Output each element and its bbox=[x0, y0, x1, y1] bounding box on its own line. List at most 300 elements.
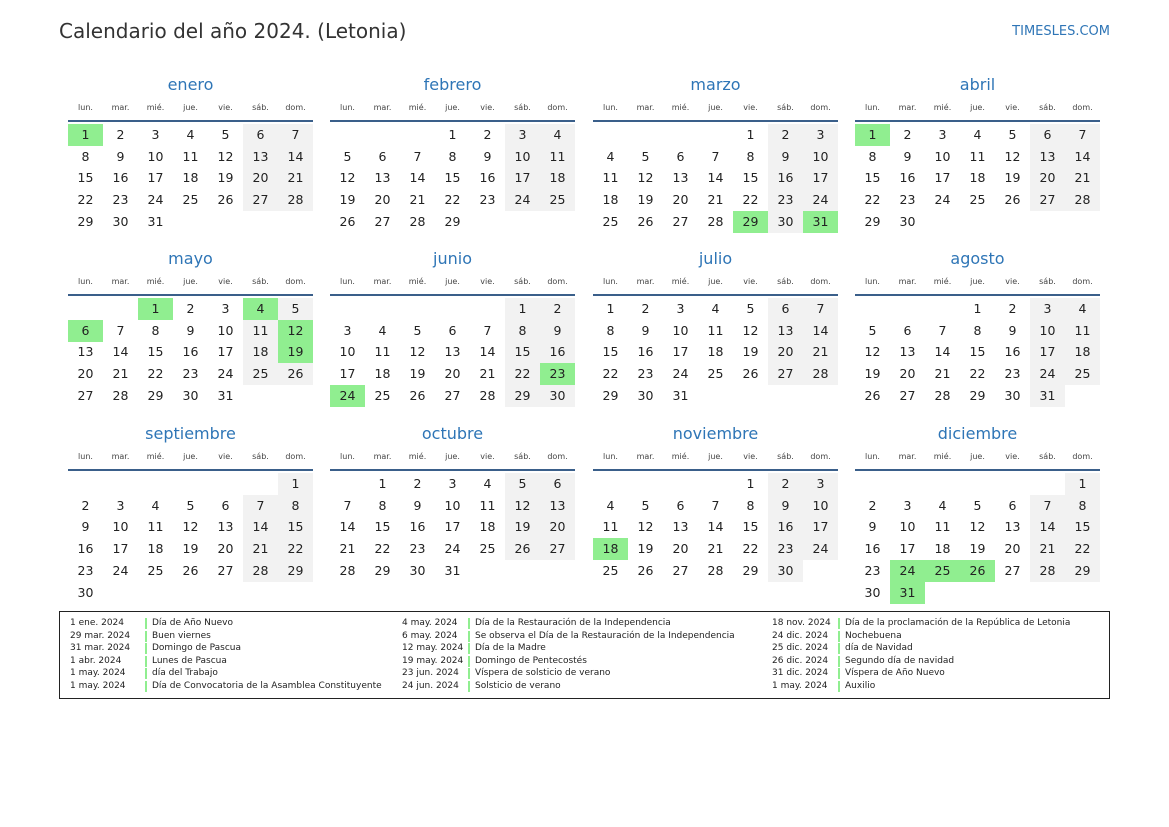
day-cell: 14 bbox=[803, 320, 838, 342]
day-cell: 2 bbox=[641, 301, 650, 316]
weekday-label: sáb. bbox=[1039, 103, 1056, 112]
holiday-date: 6 may. 2024 bbox=[402, 630, 458, 641]
day-cell: 5 bbox=[641, 497, 650, 513]
day-cell: 21 bbox=[707, 192, 724, 208]
weekday-label: dom. bbox=[1072, 103, 1093, 112]
day-cell: 7 bbox=[243, 495, 278, 517]
holiday-day-cell: 1 bbox=[855, 124, 890, 146]
day-cell: 2 bbox=[1008, 301, 1017, 316]
day-cell: 1 bbox=[973, 301, 982, 316]
day-cell: 8 bbox=[746, 497, 755, 513]
holiday-day-cell: 12 bbox=[278, 320, 313, 342]
day-cell: 6 bbox=[1030, 124, 1065, 146]
weekday-label: jue. bbox=[708, 277, 723, 286]
day-cell: 1 bbox=[606, 301, 615, 316]
day-grid bbox=[68, 298, 313, 418]
weekday-label: sáb. bbox=[1039, 452, 1056, 461]
month-marzo bbox=[593, 75, 838, 245]
day-cell: 29 bbox=[602, 387, 619, 403]
holiday-day-cell: 6 bbox=[68, 320, 103, 342]
day-cell: 30 bbox=[768, 211, 803, 233]
weekday-label: lun. bbox=[78, 103, 93, 112]
holiday-day-cell: 26 bbox=[960, 560, 995, 582]
weekday-label: mié. bbox=[408, 103, 427, 112]
holiday-date: 31 mar. 2024 bbox=[70, 643, 131, 653]
day-cell: 14 bbox=[112, 344, 129, 360]
weekday-label: jue. bbox=[445, 103, 460, 112]
day-cell: 2 bbox=[483, 127, 492, 142]
day-cell: 3 bbox=[903, 497, 912, 513]
day-cell: 24 bbox=[505, 189, 540, 211]
holiday-marker bbox=[468, 618, 470, 629]
day-cell: 4 bbox=[483, 476, 492, 491]
day-cell: 20 bbox=[444, 366, 461, 382]
day-cell: 17 bbox=[147, 170, 164, 186]
day-cell: 10 bbox=[444, 497, 461, 513]
header-divider bbox=[330, 469, 575, 471]
day-cell: 15 bbox=[374, 519, 391, 535]
day-cell: 10 bbox=[899, 519, 916, 535]
holiday-name: Solsticio de verano bbox=[475, 680, 561, 691]
day-cell: 7 bbox=[1030, 495, 1065, 517]
day-cell: 22 bbox=[147, 366, 164, 382]
day-cell: 31 bbox=[147, 213, 164, 229]
day-cell: 29 bbox=[505, 385, 540, 407]
day-cell: 15 bbox=[602, 344, 619, 360]
weekday-label: vie. bbox=[218, 452, 233, 461]
month-name: septiembre bbox=[145, 424, 236, 443]
day-cell: 3 bbox=[448, 476, 457, 491]
weekday-label: sáb. bbox=[777, 277, 794, 286]
holiday-marker bbox=[838, 668, 840, 679]
day-cell: 20 bbox=[1030, 167, 1065, 189]
day-cell: 4 bbox=[151, 497, 160, 513]
day-cell: 10 bbox=[505, 146, 540, 168]
day-grid bbox=[68, 473, 313, 600]
day-cell: 22 bbox=[969, 366, 986, 382]
day-cell: 22 bbox=[505, 363, 540, 385]
weekday-label: mar. bbox=[373, 277, 392, 286]
day-cell: 7 bbox=[711, 148, 720, 164]
weekday-label: sáb. bbox=[514, 452, 531, 461]
day-cell: 17 bbox=[339, 366, 356, 382]
day-cell: 25 bbox=[147, 562, 164, 578]
day-cell: 14 bbox=[278, 146, 313, 168]
day-cell: 19 bbox=[864, 366, 881, 382]
holiday-marker bbox=[838, 618, 840, 629]
day-cell: 8 bbox=[868, 148, 877, 164]
day-cell: 12 bbox=[969, 519, 986, 535]
holiday-date: 19 may. 2024 bbox=[402, 655, 464, 666]
holiday-name: Domingo de Pascua bbox=[152, 643, 241, 653]
day-cell: 3 bbox=[116, 497, 125, 513]
day-cell: 29 bbox=[864, 213, 881, 229]
header-divider bbox=[593, 294, 838, 296]
day-cell: 11 bbox=[540, 146, 575, 168]
month-name: mayo bbox=[168, 249, 213, 268]
day-cell: 27 bbox=[374, 213, 391, 229]
day-cell: 20 bbox=[217, 541, 234, 557]
day-cell: 27 bbox=[77, 387, 94, 403]
day-cell: 7 bbox=[413, 148, 422, 164]
weekday-label: lun. bbox=[340, 452, 355, 461]
day-cell: 28 bbox=[278, 189, 313, 211]
header-divider bbox=[330, 120, 575, 122]
day-cell: 7 bbox=[116, 322, 125, 338]
day-cell: 23 bbox=[112, 192, 129, 208]
weekday-label: jue. bbox=[970, 452, 985, 461]
day-cell: 2 bbox=[868, 497, 877, 513]
day-cell: 23 bbox=[768, 189, 803, 211]
day-cell: 11 bbox=[969, 148, 986, 164]
day-cell: 5 bbox=[343, 148, 352, 164]
month-name: junio bbox=[433, 249, 472, 268]
holiday-marker bbox=[468, 631, 470, 642]
day-cell: 30 bbox=[864, 584, 881, 600]
weekday-label: mar. bbox=[636, 103, 655, 112]
weekday-label: sáb. bbox=[514, 103, 531, 112]
day-cell: 9 bbox=[483, 148, 492, 164]
day-cell: 5 bbox=[505, 473, 540, 495]
holiday-day-cell: 24 bbox=[890, 560, 925, 582]
day-cell: 19 bbox=[969, 541, 986, 557]
day-cell: 25 bbox=[969, 192, 986, 208]
day-cell: 21 bbox=[339, 541, 356, 557]
day-cell: 8 bbox=[151, 322, 160, 338]
weekday-label: dom. bbox=[547, 277, 568, 286]
weekday-label: mié. bbox=[146, 103, 165, 112]
day-cell: 16 bbox=[864, 541, 881, 557]
day-cell: 3 bbox=[1030, 298, 1065, 320]
holiday-name: Buen viernes bbox=[152, 630, 211, 641]
day-cell: 18 bbox=[934, 541, 951, 557]
holiday-day-cell: 19 bbox=[278, 341, 313, 363]
holiday-date: 24 dic. 2024 bbox=[772, 630, 829, 641]
day-cell: 13 bbox=[217, 519, 234, 535]
day-cell: 12 bbox=[409, 344, 426, 360]
day-cell: 9 bbox=[641, 322, 650, 338]
day-cell: 18 bbox=[540, 167, 575, 189]
day-cell: 4 bbox=[606, 497, 615, 513]
day-cell: 6 bbox=[903, 322, 912, 338]
day-grid bbox=[855, 473, 1100, 600]
day-cell: 9 bbox=[1008, 322, 1017, 338]
day-cell: 12 bbox=[1004, 148, 1021, 164]
day-cell: 26 bbox=[339, 213, 356, 229]
day-cell: 14 bbox=[934, 344, 951, 360]
day-cell: 28 bbox=[112, 387, 129, 403]
weekday-label: vie. bbox=[218, 277, 233, 286]
day-cell: 7 bbox=[803, 298, 838, 320]
day-cell: 27 bbox=[444, 387, 461, 403]
day-cell: 6 bbox=[676, 148, 685, 164]
day-cell: 26 bbox=[217, 192, 234, 208]
day-cell: 13 bbox=[1004, 519, 1021, 535]
day-cell: 24 bbox=[672, 366, 689, 382]
weekday-label: mar. bbox=[898, 277, 917, 286]
day-cell: 29 bbox=[444, 213, 461, 229]
holiday-date: 1 may. 2024 bbox=[70, 680, 126, 691]
day-cell: 19 bbox=[637, 192, 654, 208]
weekday-label: vie. bbox=[480, 277, 495, 286]
day-cell: 2 bbox=[81, 497, 90, 513]
day-cell: 21 bbox=[112, 366, 129, 382]
day-cell: 22 bbox=[1065, 538, 1100, 560]
day-cell: 16 bbox=[768, 167, 803, 189]
weekday-label: dom. bbox=[810, 103, 831, 112]
day-cell: 7 bbox=[278, 124, 313, 146]
weekday-label: dom. bbox=[810, 277, 831, 286]
header-divider bbox=[68, 294, 313, 296]
weekday-label: lun. bbox=[340, 277, 355, 286]
day-cell: 12 bbox=[217, 148, 234, 164]
day-cell: 14 bbox=[707, 170, 724, 186]
month-name: agosto bbox=[950, 249, 1005, 268]
day-cell: 9 bbox=[768, 495, 803, 517]
weekday-header bbox=[593, 277, 838, 291]
day-cell: 5 bbox=[868, 322, 877, 338]
weekday-header bbox=[855, 452, 1100, 466]
weekday-label: mié. bbox=[933, 277, 952, 286]
day-cell: 3 bbox=[676, 301, 685, 316]
weekday-label: mié. bbox=[671, 103, 690, 112]
day-cell: 14 bbox=[479, 344, 496, 360]
day-cell: 16 bbox=[77, 541, 94, 557]
weekday-label: dom. bbox=[1072, 452, 1093, 461]
day-cell: 13 bbox=[444, 344, 461, 360]
day-cell: 28 bbox=[707, 213, 724, 229]
day-cell: 4 bbox=[1065, 298, 1100, 320]
day-cell: 19 bbox=[217, 170, 234, 186]
day-cell: 8 bbox=[278, 495, 313, 517]
holiday-date: 1 ene. 2024 bbox=[70, 618, 124, 628]
day-cell: 2 bbox=[903, 127, 912, 142]
weekday-label: dom. bbox=[285, 103, 306, 112]
day-cell: 11 bbox=[934, 519, 951, 535]
day-cell: 19 bbox=[637, 541, 654, 557]
day-cell: 26 bbox=[182, 562, 199, 578]
holiday-date: 29 mar. 2024 bbox=[70, 630, 131, 641]
day-cell: 10 bbox=[803, 146, 838, 168]
day-cell: 9 bbox=[81, 519, 90, 535]
day-grid bbox=[330, 473, 575, 593]
day-cell: 26 bbox=[409, 387, 426, 403]
header-divider bbox=[330, 294, 575, 296]
day-cell: 29 bbox=[147, 387, 164, 403]
site-link[interactable]: TIMESLES.COM bbox=[1012, 24, 1110, 39]
day-cell: 11 bbox=[243, 320, 278, 342]
day-cell: 21 bbox=[479, 366, 496, 382]
day-cell: 18 bbox=[243, 341, 278, 363]
weekday-label: mié. bbox=[671, 452, 690, 461]
holiday-day-cell: 29 bbox=[733, 211, 768, 233]
day-cell: 9 bbox=[903, 148, 912, 164]
day-cell: 24 bbox=[217, 366, 234, 382]
day-cell: 16 bbox=[182, 344, 199, 360]
holiday-name: Nochebuena bbox=[845, 630, 902, 641]
day-cell: 21 bbox=[934, 366, 951, 382]
day-grid bbox=[855, 124, 1100, 244]
holiday-name: Lunes de Pascua bbox=[152, 655, 227, 666]
day-cell: 23 bbox=[864, 562, 881, 578]
day-cell: 6 bbox=[243, 124, 278, 146]
month-septiembre bbox=[68, 424, 313, 600]
holiday-date: 31 dic. 2024 bbox=[772, 668, 829, 678]
day-cell: 22 bbox=[278, 538, 313, 560]
day-cell: 15 bbox=[278, 516, 313, 538]
day-grid bbox=[68, 124, 313, 244]
day-cell: 5 bbox=[278, 298, 313, 320]
weekday-label: mié. bbox=[933, 452, 952, 461]
day-cell: 16 bbox=[1004, 344, 1021, 360]
day-cell: 24 bbox=[803, 538, 838, 560]
day-grid bbox=[330, 124, 575, 244]
month-mayo bbox=[68, 249, 313, 419]
weekday-label: sáb. bbox=[1039, 277, 1056, 286]
weekday-label: vie. bbox=[1005, 277, 1020, 286]
month-name: enero bbox=[167, 75, 214, 94]
day-cell: 2 bbox=[540, 298, 575, 320]
holiday-name: Se observa el Día de la Restauración de la Independencia bbox=[475, 630, 735, 641]
day-cell: 17 bbox=[803, 516, 838, 538]
day-cell: 4 bbox=[540, 124, 575, 146]
weekday-header bbox=[68, 452, 313, 466]
day-cell: 29 bbox=[742, 562, 759, 578]
weekday-label: sáb. bbox=[252, 452, 269, 461]
holiday-marker bbox=[838, 681, 840, 692]
day-cell: 28 bbox=[479, 387, 496, 403]
weekday-label: jue. bbox=[183, 277, 198, 286]
weekday-label: dom. bbox=[547, 103, 568, 112]
day-cell: 31 bbox=[672, 387, 689, 403]
month-name: marzo bbox=[690, 75, 741, 94]
weekday-label: mié. bbox=[146, 277, 165, 286]
day-cell: 13 bbox=[672, 170, 689, 186]
day-grid bbox=[855, 298, 1100, 418]
day-cell: 30 bbox=[899, 213, 916, 229]
day-cell: 20 bbox=[1004, 541, 1021, 557]
day-cell: 3 bbox=[151, 127, 160, 142]
weekday-label: mar. bbox=[111, 103, 130, 112]
day-cell: 10 bbox=[934, 148, 951, 164]
day-cell: 28 bbox=[409, 213, 426, 229]
day-cell: 3 bbox=[803, 473, 838, 495]
weekday-label: mar. bbox=[373, 103, 392, 112]
header-divider bbox=[855, 469, 1100, 471]
day-cell: 2 bbox=[413, 476, 422, 491]
day-cell: 10 bbox=[217, 322, 234, 338]
day-cell: 27 bbox=[217, 562, 234, 578]
weekday-label: mar. bbox=[111, 277, 130, 286]
day-cell: 5 bbox=[186, 497, 195, 513]
holiday-marker bbox=[838, 656, 840, 667]
day-cell: 27 bbox=[1004, 562, 1021, 578]
day-cell: 29 bbox=[278, 560, 313, 582]
day-cell: 5 bbox=[221, 127, 230, 142]
weekday-label: mié. bbox=[933, 103, 952, 112]
weekday-label: vie. bbox=[743, 452, 758, 461]
day-cell: 11 bbox=[1065, 320, 1100, 342]
weekday-header bbox=[593, 452, 838, 466]
day-cell: 16 bbox=[899, 170, 916, 186]
weekday-label: lun. bbox=[78, 277, 93, 286]
month-julio bbox=[593, 249, 838, 419]
holiday-marker bbox=[468, 656, 470, 667]
day-cell: 1 bbox=[746, 476, 755, 491]
page-title: Calendario del año 2024. (Letonia) bbox=[59, 19, 407, 43]
day-cell: 30 bbox=[409, 562, 426, 578]
day-cell: 26 bbox=[505, 538, 540, 560]
day-cell: 15 bbox=[147, 344, 164, 360]
day-cell: 29 bbox=[374, 562, 391, 578]
day-cell: 12 bbox=[637, 519, 654, 535]
day-cell: 28 bbox=[1065, 189, 1100, 211]
day-cell: 11 bbox=[707, 322, 724, 338]
weekday-label: vie. bbox=[1005, 103, 1020, 112]
month-abril bbox=[855, 75, 1100, 245]
day-cell: 5 bbox=[973, 497, 982, 513]
day-cell: 30 bbox=[637, 387, 654, 403]
day-cell: 4 bbox=[186, 127, 195, 142]
weekday-label: mar. bbox=[373, 452, 392, 461]
holiday-name: Víspera de Año Nuevo bbox=[845, 668, 945, 678]
day-cell: 6 bbox=[540, 473, 575, 495]
day-cell: 15 bbox=[505, 341, 540, 363]
holiday-date: 1 abr. 2024 bbox=[70, 655, 122, 666]
day-cell: 7 bbox=[343, 497, 352, 513]
day-cell: 21 bbox=[803, 341, 838, 363]
day-cell: 9 bbox=[116, 148, 125, 164]
month-name: octubre bbox=[421, 424, 484, 443]
holiday-day-cell: 24 bbox=[330, 385, 365, 407]
header-divider bbox=[593, 120, 838, 122]
weekday-label: mar. bbox=[636, 277, 655, 286]
holiday-date: 24 jun. 2024 bbox=[402, 680, 459, 691]
day-cell: 20 bbox=[243, 167, 278, 189]
day-cell: 22 bbox=[742, 192, 759, 208]
day-cell: 6 bbox=[448, 322, 457, 338]
day-cell: 20 bbox=[77, 366, 94, 382]
day-cell: 6 bbox=[768, 298, 803, 320]
holiday-marker bbox=[145, 681, 147, 692]
day-cell: 1 bbox=[378, 476, 387, 491]
day-cell: 31 bbox=[217, 387, 234, 403]
day-cell: 22 bbox=[602, 366, 619, 382]
weekday-label: mar. bbox=[636, 452, 655, 461]
day-cell: 17 bbox=[672, 344, 689, 360]
day-cell: 15 bbox=[1065, 516, 1100, 538]
weekday-label: lun. bbox=[603, 103, 618, 112]
day-cell: 14 bbox=[409, 170, 426, 186]
day-cell: 7 bbox=[1065, 124, 1100, 146]
holiday-day-cell: 23 bbox=[540, 363, 575, 385]
day-cell: 28 bbox=[243, 560, 278, 582]
weekday-label: mar. bbox=[898, 452, 917, 461]
day-cell: 21 bbox=[707, 541, 724, 557]
day-cell: 12 bbox=[505, 495, 540, 517]
day-cell: 22 bbox=[742, 541, 759, 557]
day-cell: 12 bbox=[742, 322, 759, 338]
day-cell: 24 bbox=[444, 541, 461, 557]
day-cell: 21 bbox=[278, 167, 313, 189]
day-cell: 28 bbox=[339, 562, 356, 578]
weekday-label: sáb. bbox=[777, 452, 794, 461]
weekday-label: jue. bbox=[708, 452, 723, 461]
day-cell: 26 bbox=[864, 387, 881, 403]
day-cell: 19 bbox=[742, 344, 759, 360]
day-cell: 23 bbox=[1004, 366, 1021, 382]
day-cell: 9 bbox=[540, 320, 575, 342]
